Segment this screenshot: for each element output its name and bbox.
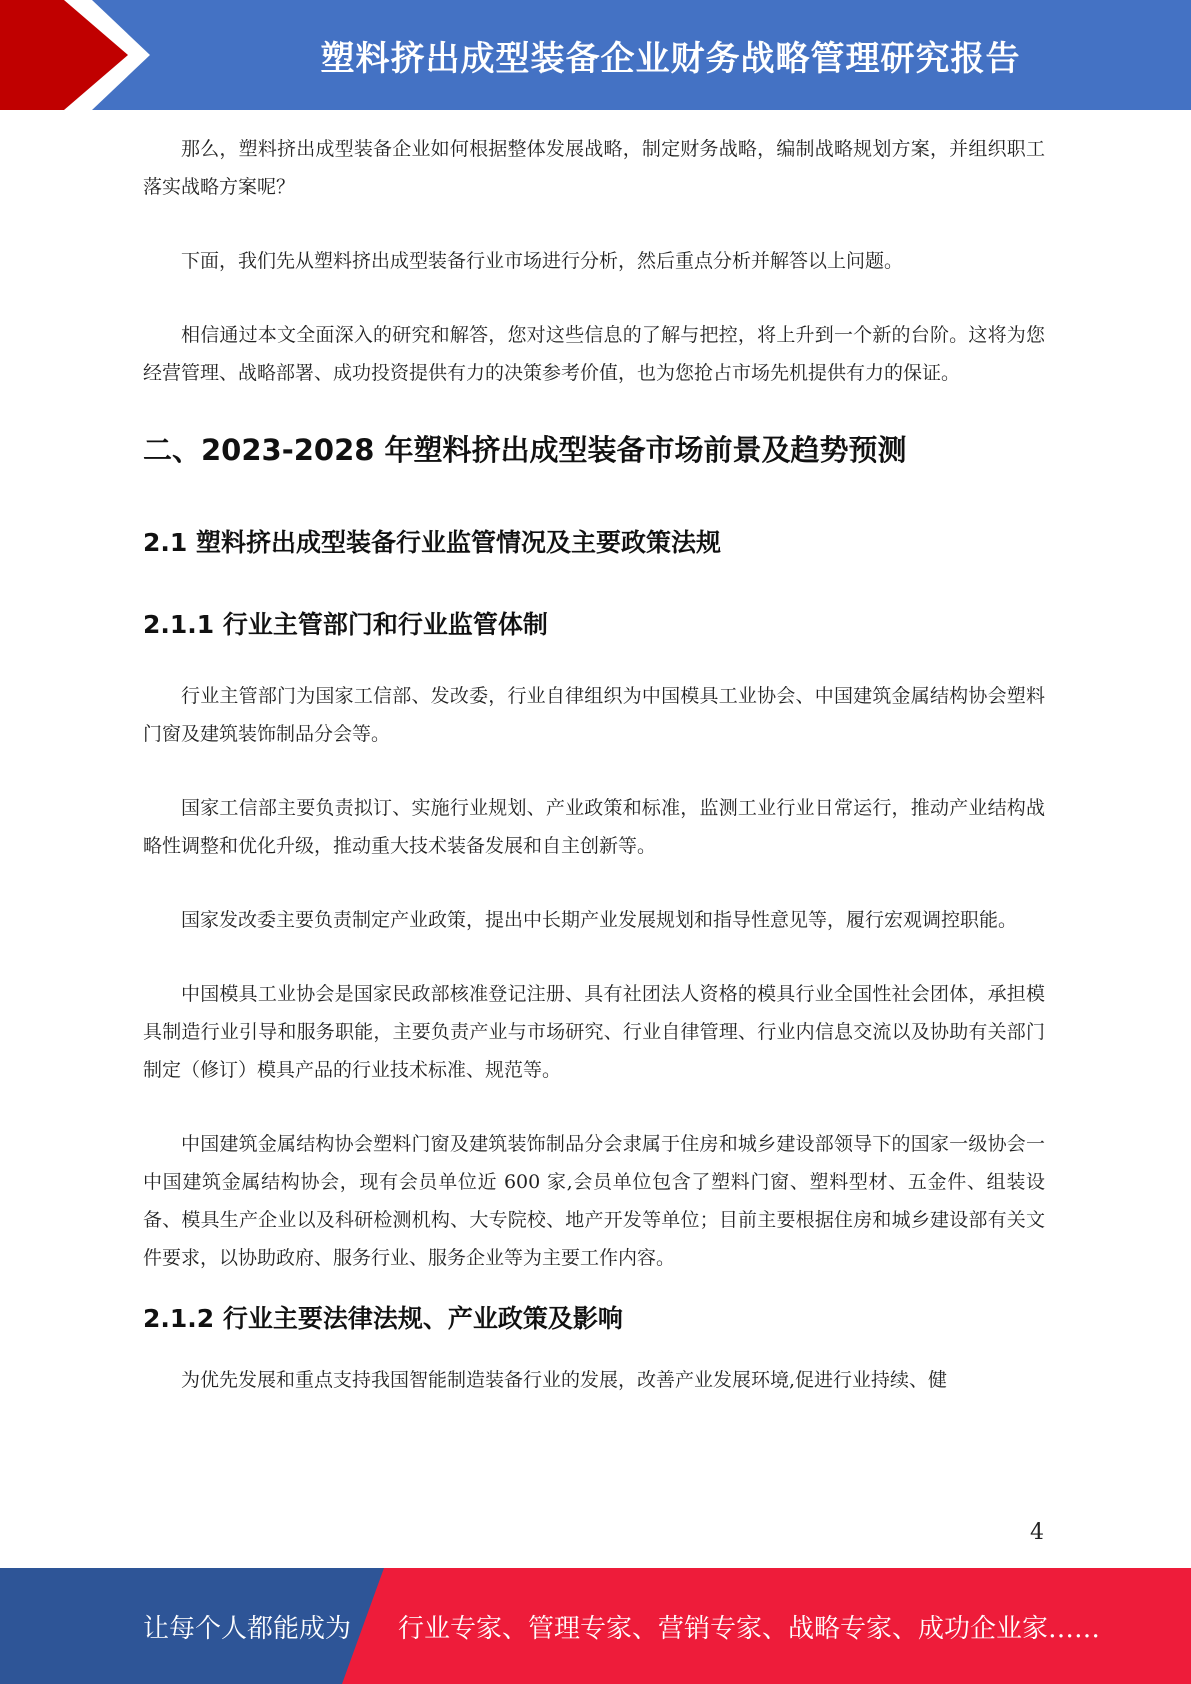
report-title: 塑料挤出成型装备企业财务战略管理研究报告 [320,38,1021,79]
paragraph-2-1-1-b: 国家工信部主要负责拟订、实施行业规划、产业政策和标准，监测工业行业日常运行，推动产业结构战略性调整和优化升级，推动重大技术装备发展和自主创新等。 [143,797,1045,857]
paragraph-2-1-1-e: 中国建筑金属结构协会塑料门窗及建筑装饰制品分会隶属于住房和城乡建设部领导下的国家一级协会一中国建筑金属结构协会，现有会员单位近 600 家,会员单位包含了塑料门窗、塑料型材、五金件、组装设备、模具生产企业以及科研检测机构、大专院校、地产开发等单位；目前主要根据住房和城乡建设部有关文件要求，以协助政府、服务行业、服务企业等为主要工作内容。 [143,1133,1045,1269]
paragraph-2-1-2: 为优先发展和重点支持我国智能制造装备行业的发展，改善产业发展环境,促进行业持续、健 [181,1369,948,1391]
page-content [143,130,1045,1435]
footer-slogan-right: 行业专家、管理专家、营销专家、战略专家、成功企业家…… [398,1613,1101,1644]
page-number: 4 [1030,1520,1044,1545]
footer-banner [0,1568,1191,1684]
subsection-heading-2-1: 2.1 塑料挤出成型装备行业监管情况及主要政策法规 [143,528,721,557]
paragraph-2-1-1-c: 国家发改委主要负责制定产业政策，提出中长期产业发展规划和指导性意见等，履行宏观调控职能。 [181,909,1018,931]
header-arrow-decoration [0,0,160,110]
paragraph-2-1-1-a: 行业主管部门为国家工信部、发改委，行业自律组织为中国模具工业协会、中国建筑金属结构协会塑料门窗及建筑装饰制品分会等。 [143,685,1045,745]
section-heading-2: 二、2023-2028 年塑料挤出成型装备市场前景及趋势预测 [143,433,907,467]
paragraph-2-1-1-d: 中国模具工业协会是国家民政部核准登记注册、具有社团法人资格的模具行业全国性社会团体，承担模具制造行业引导和服务职能，主要负责产业与市场研究、行业自律管理、行业内信息交流以及协助有关部门制定（修订）模具产品的行业技术标准、规范等。 [143,983,1045,1081]
intro-paragraph-1: 那么，塑料挤出成型装备企业如何根据整体发展战略，制定财务战略，编制战略规划方案，并组织职工落实战略方案呢？ [143,138,1045,198]
footer-slogan-left: 让每个人都能成为 [143,1613,352,1644]
intro-paragraph-2: 下面，我们先从塑料挤出成型装备行业市场进行分析，然后重点分析并解答以上问题。 [181,250,904,272]
header-banner [0,0,1191,110]
subsection-heading-2-1-1: 2.1.1 行业主管部门和行业监管体制 [143,610,548,639]
intro-paragraph-3: 相信通过本文全面深入的研究和解答，您对这些信息的了解与把控，将上升到一个新的台阶。这将为您经营管理、战略部署、成功投资提供有力的决策参考价值，也为您抢占市场先机提供有力的保证。 [143,324,1045,384]
subsection-heading-2-1-2: 2.1.2 行业主要法律法规、产业政策及影响 [143,1304,623,1333]
